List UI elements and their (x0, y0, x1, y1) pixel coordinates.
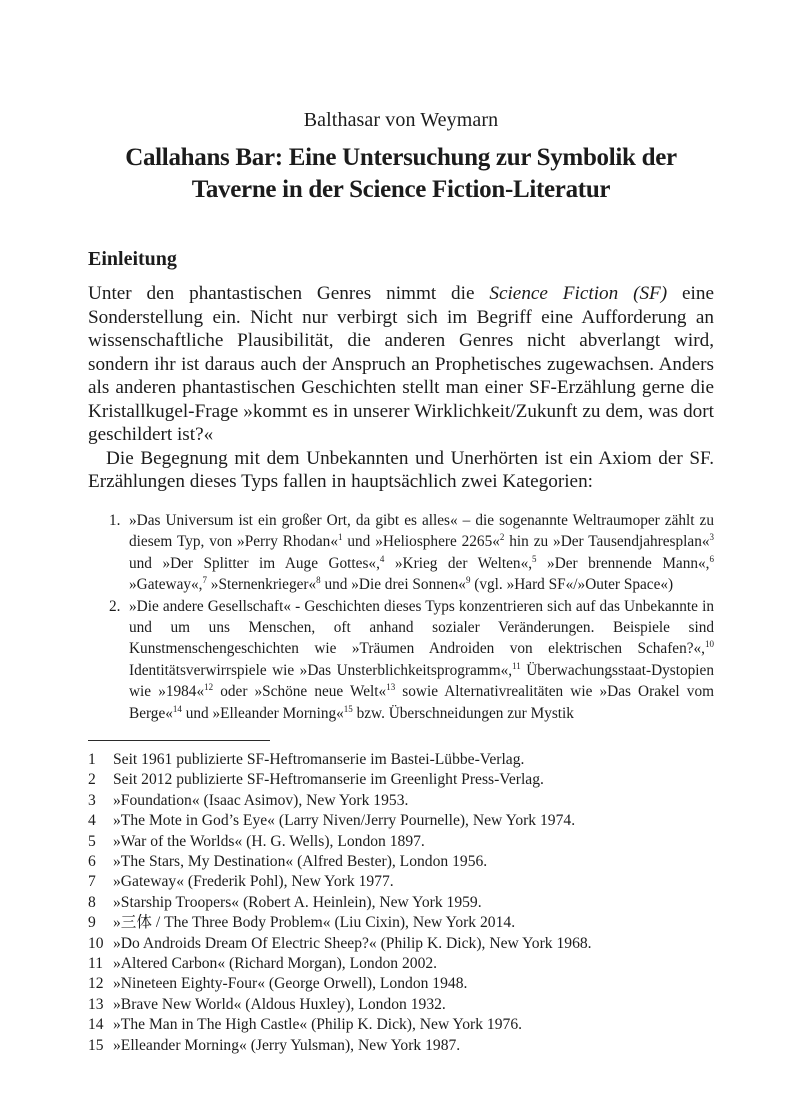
footnote-text: »Gateway« (Frederik Pohl), New York 1977. (113, 873, 394, 891)
footnote-text: »The Stars, My Destination« (Alfred Bester), London 1956. (113, 853, 488, 871)
list-item-text: »Krieg der Welten«, (384, 554, 533, 572)
list-item-text: Identitätsverwirrspiele wie »Das Unsterblichkeitsprogramm«, (129, 661, 513, 679)
footnote-reference[interactable]: 8 (316, 575, 321, 586)
category-list-item (88, 596, 714, 724)
category-list (88, 510, 714, 724)
footnote-number: 13 (88, 995, 104, 1013)
footnote-number: 5 (88, 832, 96, 850)
footnote-number: 11 (88, 955, 104, 973)
paragraph-intro (88, 282, 714, 447)
footnote-item (88, 770, 714, 790)
footnote-reference[interactable]: 11 (512, 660, 521, 671)
footnote-reference[interactable]: 1 (337, 532, 343, 543)
paragraph-categories: Die Begegnung mit dem Unbekannten und Unerhörten ist ein Axiom der SF. Erzählungen dieses Typs fallen in hauptsächlich zwei Kategorien: (88, 447, 714, 492)
paragraph-text: eine Sonderstellung ein. Nicht nur verbirgt sich im Begriff eine Aufforderung an wissenschaftliche Plausibilität, die anderen Genres nicht abverlangt wird, sondern ihr ist daraus auch der Anspruch an Prophetisches zugewachsen. Anders als anderen phantastischen Geschichten stellt man einer SF-Erzählung gerne die Kristallkugel-Frage »kommt es in unserer Wirklichkeit/Zukunft zu dem, was dort geschildert ist?« (88, 283, 714, 445)
footnote-number: 4 (88, 812, 96, 830)
footnote-item (88, 1015, 714, 1035)
title-line: Callahans Bar: Eine Untersuchung zur Symbolik der (125, 144, 677, 171)
section-heading: Einleitung (88, 248, 177, 270)
footnote-item (88, 832, 714, 852)
footnote-item (88, 954, 714, 974)
footnote-reference[interactable]: 7 (202, 575, 207, 586)
footnote-item (88, 893, 714, 913)
list-item-text: und »Der Splitter im Auge Gottes«, (129, 554, 380, 572)
list-item-text: oder »Schöne neue Welt« (213, 683, 387, 701)
footnote-text: »War of the Worlds« (H. G. Wells), London 1897. (113, 832, 425, 850)
list-item-number: 1. (109, 512, 121, 529)
footnote-reference[interactable]: 3 (709, 532, 714, 543)
author-name: Balthasar von Weymarn (303, 109, 499, 131)
list-item-text: hin zu »Der Tausendjahresplan« (504, 533, 710, 551)
footnote-item (88, 913, 714, 933)
list-item-text: »Der brennende Mann«, (536, 554, 710, 572)
footnote-number: 3 (88, 791, 96, 809)
footnote-text: »The Mote in God’s Eye« (Larry Niven/Jerry Pournelle), New York 1974. (113, 812, 576, 830)
footnote-reference[interactable]: 2 (499, 532, 505, 543)
footnote-reference[interactable]: 14 (172, 703, 182, 714)
paragraph-text: Unter den phantastischen Genres nimmt die (88, 283, 490, 304)
footnote-item (88, 791, 714, 811)
list-item-number: 2. (109, 597, 121, 615)
list-item-text: (vgl. »Hard SF«/»Outer Space«) (470, 576, 674, 594)
footnote-reference[interactable]: 10 (705, 639, 714, 650)
list-item-text: und »Heliosphere 2265« (342, 533, 500, 551)
footnote-number: 12 (88, 975, 104, 993)
footnote-text: »Brave New World« (Aldous Huxley), London 1932. (113, 995, 446, 1013)
footnote-number: 14 (88, 1016, 104, 1034)
footnote-reference[interactable]: 9 (465, 575, 471, 586)
footnote-number: 2 (88, 771, 96, 789)
footnote-text: »Do Androids Dream Of Electric Sheep?« (Philip K. Dick), New York 1968. (113, 934, 592, 952)
footnote-number: 15 (88, 1036, 104, 1054)
list-item-text: bzw. Überschneidungen zur Mystik (352, 704, 574, 722)
footnote-text: Seit 1961 publizierte SF-Heftromanserie im Bastei-Lübbe-Verlag. (113, 751, 525, 768)
footnote-text: »The Man in The High Castle« (Philip K. Dick), New York 1976. (113, 1016, 523, 1034)
document-title (88, 142, 714, 206)
footnote-item (88, 1036, 714, 1056)
footnote-number: 10 (88, 934, 104, 952)
list-item-text: »Sternenkrieger« (206, 576, 317, 594)
footnote-item (88, 852, 714, 872)
footnote-item (88, 811, 714, 831)
footnote-number: 1 (88, 751, 96, 768)
footnote-reference[interactable]: 5 (532, 553, 537, 564)
footnote-reference[interactable]: 12 (204, 682, 214, 693)
footnote-item (88, 974, 714, 994)
footnote-text: Seit 2012 publizierte SF-Heftromanserie im Greenlight Press-Verlag. (113, 771, 544, 789)
footnote-reference[interactable]: 15 (343, 703, 353, 714)
body-text (88, 282, 714, 494)
footnote-item (88, 750, 714, 770)
category-list-item (88, 510, 714, 596)
footnote-list (88, 750, 714, 1056)
footnote-reference[interactable]: 6 (709, 553, 714, 564)
footnote-text: »Altered Carbon« (Richard Morgan), London 2002. (113, 955, 438, 973)
title-line: Taverne in der Science Fiction-Literatur (191, 176, 611, 203)
list-item-text: Überwachungsstaat-Dystopien wie »1984« (129, 661, 714, 701)
footnote-number: 7 (88, 873, 96, 891)
list-item-text: »Das Universum ist ein großer Ort, da gibt es alles« – die sogenannte Weltraumoper zählt zu diesem Typ, von »Perry Rhodan« (129, 512, 714, 551)
footnote-item (88, 872, 714, 892)
footnote-separator (88, 740, 270, 741)
footnote-text: »Starship Troopers« (Robert A. Heinlein), New York 1959. (113, 893, 482, 911)
footnote-number: 8 (88, 893, 96, 911)
list-item-text: und »Elleander Morning« (181, 704, 344, 722)
footnote-reference[interactable]: 4 (379, 553, 385, 564)
footnote-item (88, 934, 714, 954)
footnote-reference[interactable]: 13 (386, 682, 396, 693)
footnote-text: »三体 / The Three Body Problem« (Liu Cixin), New York 2014. (113, 914, 516, 932)
list-item-text: »Gateway«, (129, 576, 203, 594)
list-item-text: sowie Alternativrealitäten wie »Das Orakel vom Berge« (129, 683, 714, 722)
list-item-text: und »Die drei Sonnen« (320, 576, 466, 594)
emphasis-term: Science Fiction (SF) (489, 283, 668, 304)
footnote-item (88, 995, 714, 1015)
footnote-text: »Foundation« (Isaac Asimov), New York 1953. (113, 791, 409, 809)
footnote-number: 6 (88, 853, 96, 871)
footnote-number: 9 (88, 914, 96, 932)
list-item-text: »Die andere Gesellschaft« - Geschichten dieses Typs konzentrieren sich auf das Unbekannte in und um uns Menschen, oft anhand sozialer Veränderungen. Beispiele sind Kunstmenschengeschichten wie »Träumen Androiden von elektrischen Schafen?«, (129, 597, 714, 658)
footnote-text: »Elleander Morning« (Jerry Yulsman), New York 1987. (113, 1036, 461, 1054)
footnote-text: »Nineteen Eighty-Four« (George Orwell), London 1948. (113, 975, 468, 993)
